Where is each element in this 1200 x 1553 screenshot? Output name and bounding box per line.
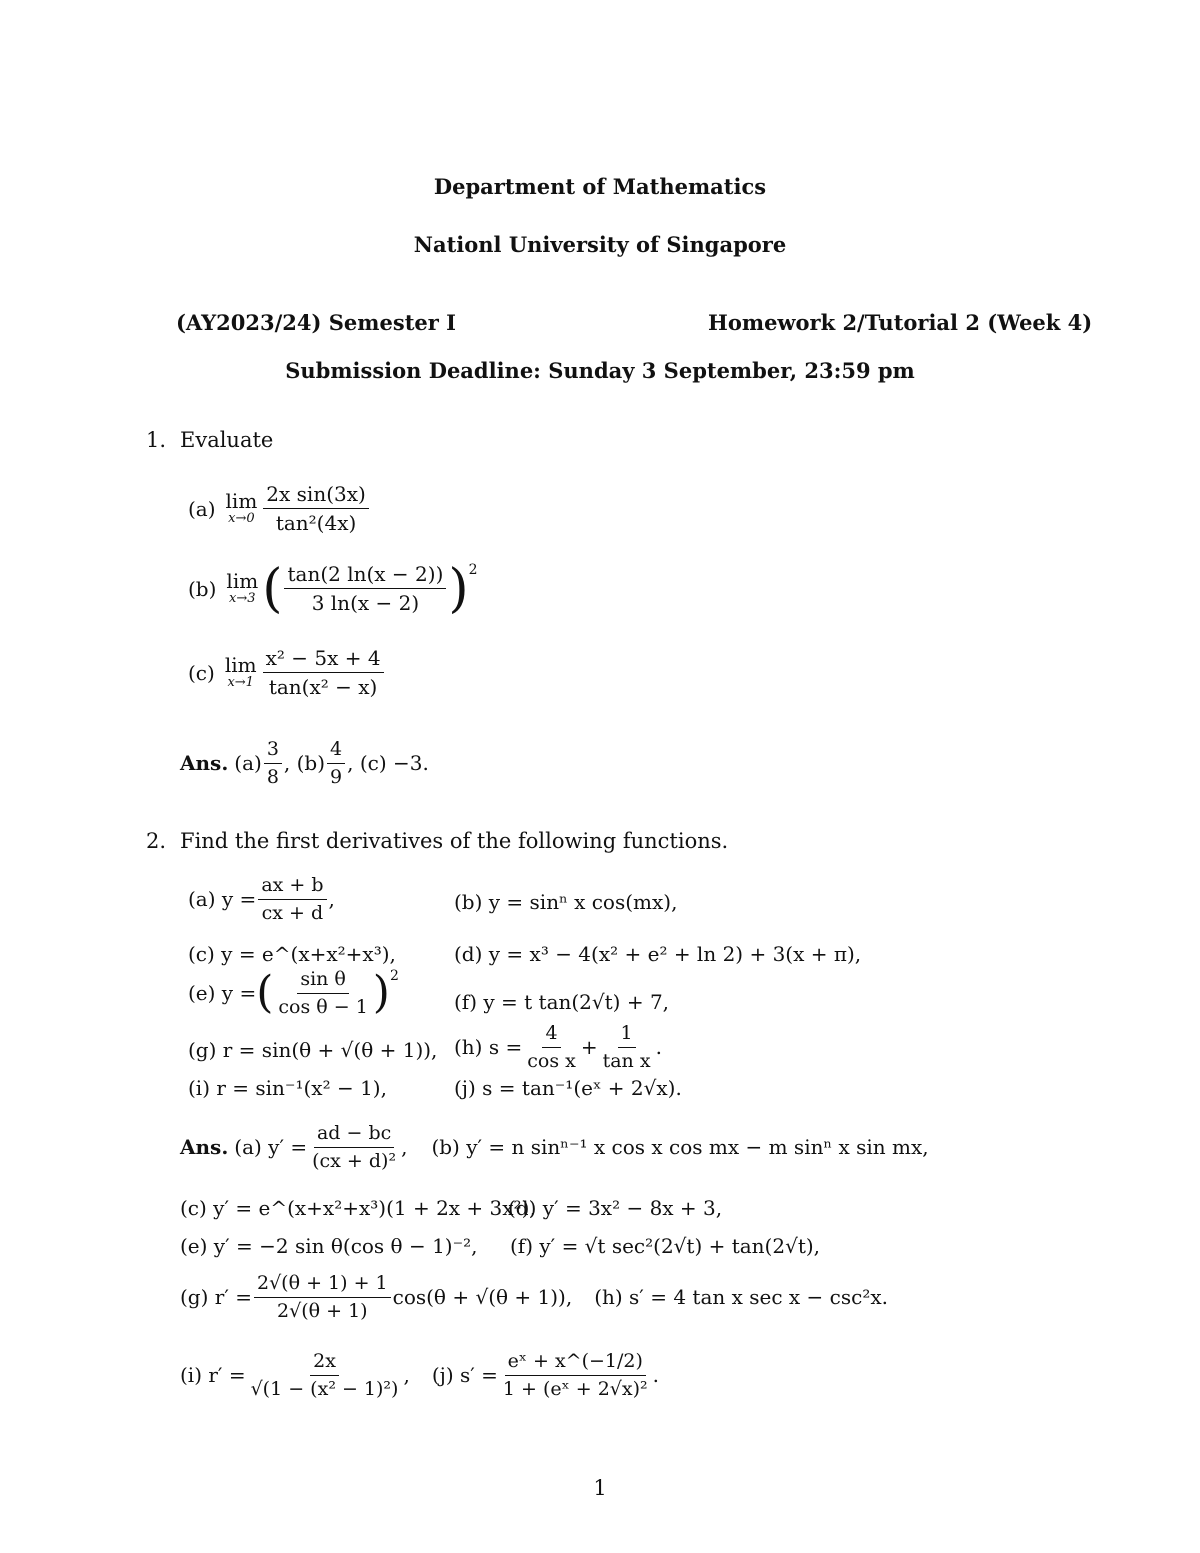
q2-answer-j-fraction: [500, 1350, 651, 1401]
q2a-fraction: [258, 874, 326, 925]
q1c-numerator: x² − 5x + 4: [263, 646, 384, 673]
q2-part-d: (d) y = x³ − 4(x² + e² + ln 2) + 3(x + π),: [454, 942, 862, 966]
q2a-tail: ,: [328, 887, 335, 912]
q1b-label: (b): [188, 576, 217, 601]
q2-answer-prefix: Ans.: [180, 1135, 229, 1160]
q2-answer-i-fraction: [248, 1350, 402, 1401]
q2-answer-g-den: 2√(θ + 1): [277, 1299, 368, 1322]
q1a-fraction: [263, 482, 369, 535]
q1c-lim-word: lim: [224, 653, 257, 678]
q1b-power: 2: [468, 562, 478, 578]
q2e-power: 2: [389, 968, 399, 984]
q1-part-a: [188, 482, 371, 535]
q2-part-e: [188, 968, 399, 1019]
q2h-tail: .: [655, 1035, 662, 1060]
q1b-denominator: 3 ln(x − 2): [311, 591, 420, 615]
q2h-fraction-2: [600, 1022, 654, 1073]
q1b-right-paren: ): [448, 558, 469, 619]
q2e-lhs: (e) y =: [188, 981, 257, 1006]
q2-part-f: (f) y = t tan(2√t) + 7,: [454, 990, 670, 1014]
q2-part-b: (b) y = sinⁿ x cos(mx),: [454, 890, 678, 914]
q2e-fraction: [275, 968, 370, 1019]
question-2-number: 2.: [146, 829, 167, 853]
q2h-plus: +: [580, 1035, 598, 1060]
q1-part-b: [188, 558, 478, 619]
q2-part-c: (c) y = e^(x+x²+x³),: [188, 942, 396, 966]
q2-answer-row-ij: [180, 1350, 659, 1401]
q1c-denominator: tan(x² − x): [268, 675, 378, 699]
q1-answer-a-fraction: [264, 738, 282, 789]
q2-answer-j-num: eˣ + x^(−1/2): [505, 1350, 646, 1376]
q2-answer-e: (e) y′ = −2 sin θ(cos θ − 1)⁻²,: [180, 1234, 478, 1258]
homework-label: Homework 2/Tutorial 2 (Week 4): [708, 310, 1093, 335]
university-title: Nationl University of Singapore: [413, 232, 787, 257]
q1-answer-a-label: (a): [234, 751, 262, 776]
q2-answer-i-tail: ,: [403, 1363, 410, 1388]
q2h-lhs: (h) s =: [454, 1035, 523, 1060]
q1a-label: (a): [188, 496, 216, 521]
q1b-fraction: [284, 562, 446, 615]
q2-answer-i-num: 2x: [310, 1350, 339, 1376]
q2-answer-j-lhs: (j) s′ =: [431, 1363, 498, 1388]
q1-answer-b-label: , (b): [283, 751, 326, 776]
q1c-lim-sub: x→1: [227, 675, 254, 691]
q2-answer-a-lhs: (a) y′ =: [234, 1135, 308, 1160]
q2-part-a: [188, 874, 335, 925]
q2a-denominator: cx + d: [261, 901, 324, 924]
q1a-limit: [226, 491, 258, 526]
q2a-lhs: (a) y =: [188, 887, 257, 912]
q1c-limit: [225, 655, 257, 690]
question-1-number: 1.: [146, 428, 167, 452]
semester-label: (AY2023/24) Semester I: [176, 310, 456, 335]
q2e-left-paren: (: [256, 967, 274, 1019]
q2-answer-i-den: √(1 − (x² − 1)²): [250, 1377, 399, 1400]
q1a-numerator: 2x sin(3x): [263, 482, 369, 509]
q2h-fraction-1: [524, 1022, 579, 1073]
question-2-prompt: Find the first derivatives of the following functions.: [180, 829, 729, 853]
q1a-lim-sub: x→0: [228, 511, 255, 527]
q2-answer-d: (d) y′ = 3x² − 8x + 3,: [508, 1196, 723, 1220]
q1b-numerator: tan(2 ln(x − 2)): [284, 562, 446, 589]
q2e-right-paren: ): [372, 967, 390, 1019]
q1b-limit: [226, 571, 258, 606]
q2-part-h: [454, 1022, 662, 1073]
q1b-lim-word: lim: [226, 569, 259, 594]
q2h-denominator-2: tan x: [602, 1049, 651, 1072]
q2-answer-g-tail: cos(θ + √(θ + 1)),: [392, 1285, 573, 1310]
q2-answer-j-tail: .: [652, 1363, 660, 1388]
q1c-fraction: [263, 646, 384, 699]
q1-answer-b-num: 4: [327, 738, 345, 764]
q1-answer: [180, 738, 429, 789]
q1-part-c: [188, 646, 386, 699]
q2h-numerator-2: 1: [618, 1022, 636, 1048]
q1-answer-a-num: 3: [264, 738, 282, 764]
q2-answer-a-fraction: [309, 1122, 399, 1173]
q2-answer-a-num: ad − bc: [314, 1122, 394, 1148]
q2-answer-g-lhs: (g) r′ =: [180, 1285, 252, 1310]
q1a-lim-word: lim: [225, 489, 258, 514]
q2e-denominator: cos θ − 1: [278, 995, 368, 1018]
q2-answer-f: (f) y′ = √t sec²(2√t) + tan(2√t),: [510, 1234, 821, 1258]
submission-deadline: Submission Deadline: Sunday 3 September, 23:59 pm: [285, 358, 915, 383]
q1b-left-paren: (: [262, 558, 283, 619]
q2-answer-b: (b) y′ = n sinⁿ⁻¹ x cos x cos mx − m sinⁿ x sin mx,: [431, 1135, 929, 1160]
question-1-prompt: Evaluate: [180, 428, 274, 452]
q2a-numerator: ax + b: [258, 874, 326, 900]
q2e-numerator: sin θ: [297, 968, 349, 994]
q1-answer-b-fraction: [327, 738, 345, 789]
q1-answer-c: , (c) −3.: [347, 751, 429, 776]
q2-answer-row-1: [180, 1122, 929, 1173]
q1a-denominator: tan²(4x): [275, 511, 357, 535]
q1-answer-b-den: 9: [330, 765, 343, 788]
q1-answer-prefix: Ans.: [180, 751, 229, 776]
page-number: 1: [593, 1476, 607, 1500]
q2-answer-a-den: (cx + d)²: [312, 1149, 397, 1172]
q1b-lim-sub: x→3: [229, 591, 256, 607]
q2h-denominator-1: cos x: [527, 1049, 576, 1072]
q2-part-i: (i) r = sin⁻¹(x² − 1),: [188, 1076, 387, 1100]
q1c-label: (c): [188, 660, 215, 685]
q2-answer-a-tail: ,: [401, 1135, 408, 1160]
department-title: Department of Mathematics: [433, 174, 767, 199]
q2-part-g: (g) r = sin(θ + √(θ + 1)),: [188, 1038, 438, 1062]
q2-answer-g: [180, 1272, 888, 1323]
q2-answer-g-fraction: [254, 1272, 391, 1323]
q2-answer-h: (h) s′ = 4 tan x sec x − csc²x.: [594, 1285, 888, 1310]
q2-answer-c: (c) y′ = e^(x+x²+x³)(1 + 2x + 3x²),: [180, 1196, 536, 1220]
q2h-numerator-1: 4: [542, 1022, 560, 1048]
q2-part-j: (j) s = tan⁻¹(eˣ + 2√x).: [454, 1076, 682, 1100]
q2-answer-i-lhs: (i) r′ =: [180, 1363, 246, 1388]
q2-answer-j-den: 1 + (eˣ + 2√x)²: [502, 1377, 648, 1400]
q2-answer-g-num: 2√(θ + 1) + 1: [254, 1272, 391, 1298]
q1-answer-a-den: 8: [266, 765, 279, 788]
